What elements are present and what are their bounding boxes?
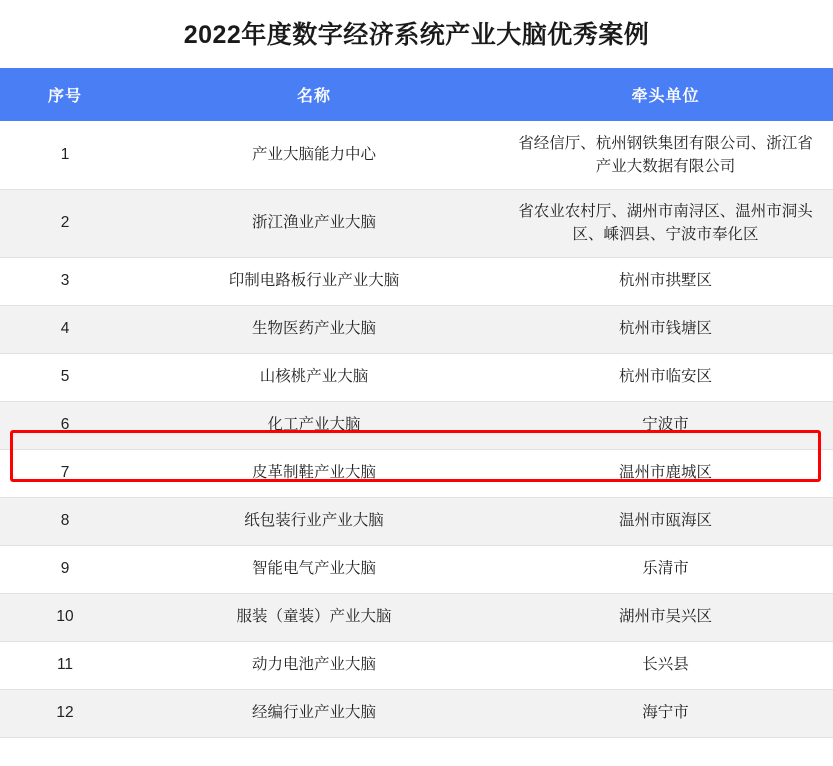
cell-org: 湖州市吴兴区 [498, 593, 833, 641]
cell-org: 杭州市临安区 [498, 353, 833, 401]
cell-name: 经编行业产业大脑 [130, 689, 498, 737]
table-row [0, 189, 833, 257]
table-row [0, 449, 833, 497]
cell-name: 山核桃产业大脑 [130, 353, 498, 401]
cell-org: 省经信厅、杭州钢铁集团有限公司、浙江省产业大数据有限公司 [498, 121, 833, 189]
cell-index: 9 [0, 545, 130, 593]
table-header [0, 68, 833, 121]
cell-index: 11 [0, 641, 130, 689]
cases-table [0, 68, 833, 738]
cell-name: 皮革制鞋产业大脑 [130, 449, 498, 497]
cell-name: 动力电池产业大脑 [130, 641, 498, 689]
cell-org: 长兴县 [498, 641, 833, 689]
column-header-name: 名称 [130, 68, 498, 121]
cell-index: 7 [0, 449, 130, 497]
cell-org: 省农业农村厅、湖州市南浔区、温州市洞头区、嵊泗县、宁波市奉化区 [498, 189, 833, 257]
table-row [0, 121, 833, 189]
cell-name: 服装（童装）产业大脑 [130, 593, 498, 641]
cell-name: 生物医药产业大脑 [130, 305, 498, 353]
cell-index: 4 [0, 305, 130, 353]
cell-org: 乐清市 [498, 545, 833, 593]
cell-name: 化工产业大脑 [130, 401, 498, 449]
cell-name: 印制电路板行业产业大脑 [130, 257, 498, 305]
cell-org: 温州市瓯海区 [498, 497, 833, 545]
cell-org: 海宁市 [498, 689, 833, 737]
cell-index: 3 [0, 257, 130, 305]
table-row [0, 641, 833, 689]
cell-index: 1 [0, 121, 130, 189]
page-title: 2022年度数字经济系统产业大脑优秀案例 [183, 21, 650, 49]
cell-name: 纸包装行业产业大脑 [130, 497, 498, 545]
table-row [0, 257, 833, 305]
cell-org: 杭州市钱塘区 [498, 305, 833, 353]
table-row-highlighted [0, 401, 833, 449]
cell-org: 杭州市拱墅区 [498, 257, 833, 305]
table-row [0, 545, 833, 593]
table-body [0, 121, 833, 737]
cell-index: 5 [0, 353, 130, 401]
cell-index: 6 [0, 401, 130, 449]
table-row [0, 353, 833, 401]
cell-name: 浙江渔业产业大脑 [130, 189, 498, 257]
cell-index: 10 [0, 593, 130, 641]
cell-org: 宁波市 [498, 401, 833, 449]
column-header-index: 序号 [0, 68, 130, 121]
table-header-row [0, 68, 833, 121]
table-row [0, 689, 833, 737]
table-row [0, 305, 833, 353]
cell-org: 温州市鹿城区 [498, 449, 833, 497]
cell-name: 产业大脑能力中心 [130, 121, 498, 189]
table-row [0, 593, 833, 641]
cell-index: 12 [0, 689, 130, 737]
cell-index: 2 [0, 189, 130, 257]
column-header-org: 牵头单位 [498, 68, 833, 121]
table-row [0, 497, 833, 545]
cell-name: 智能电气产业大脑 [130, 545, 498, 593]
cell-index: 8 [0, 497, 130, 545]
